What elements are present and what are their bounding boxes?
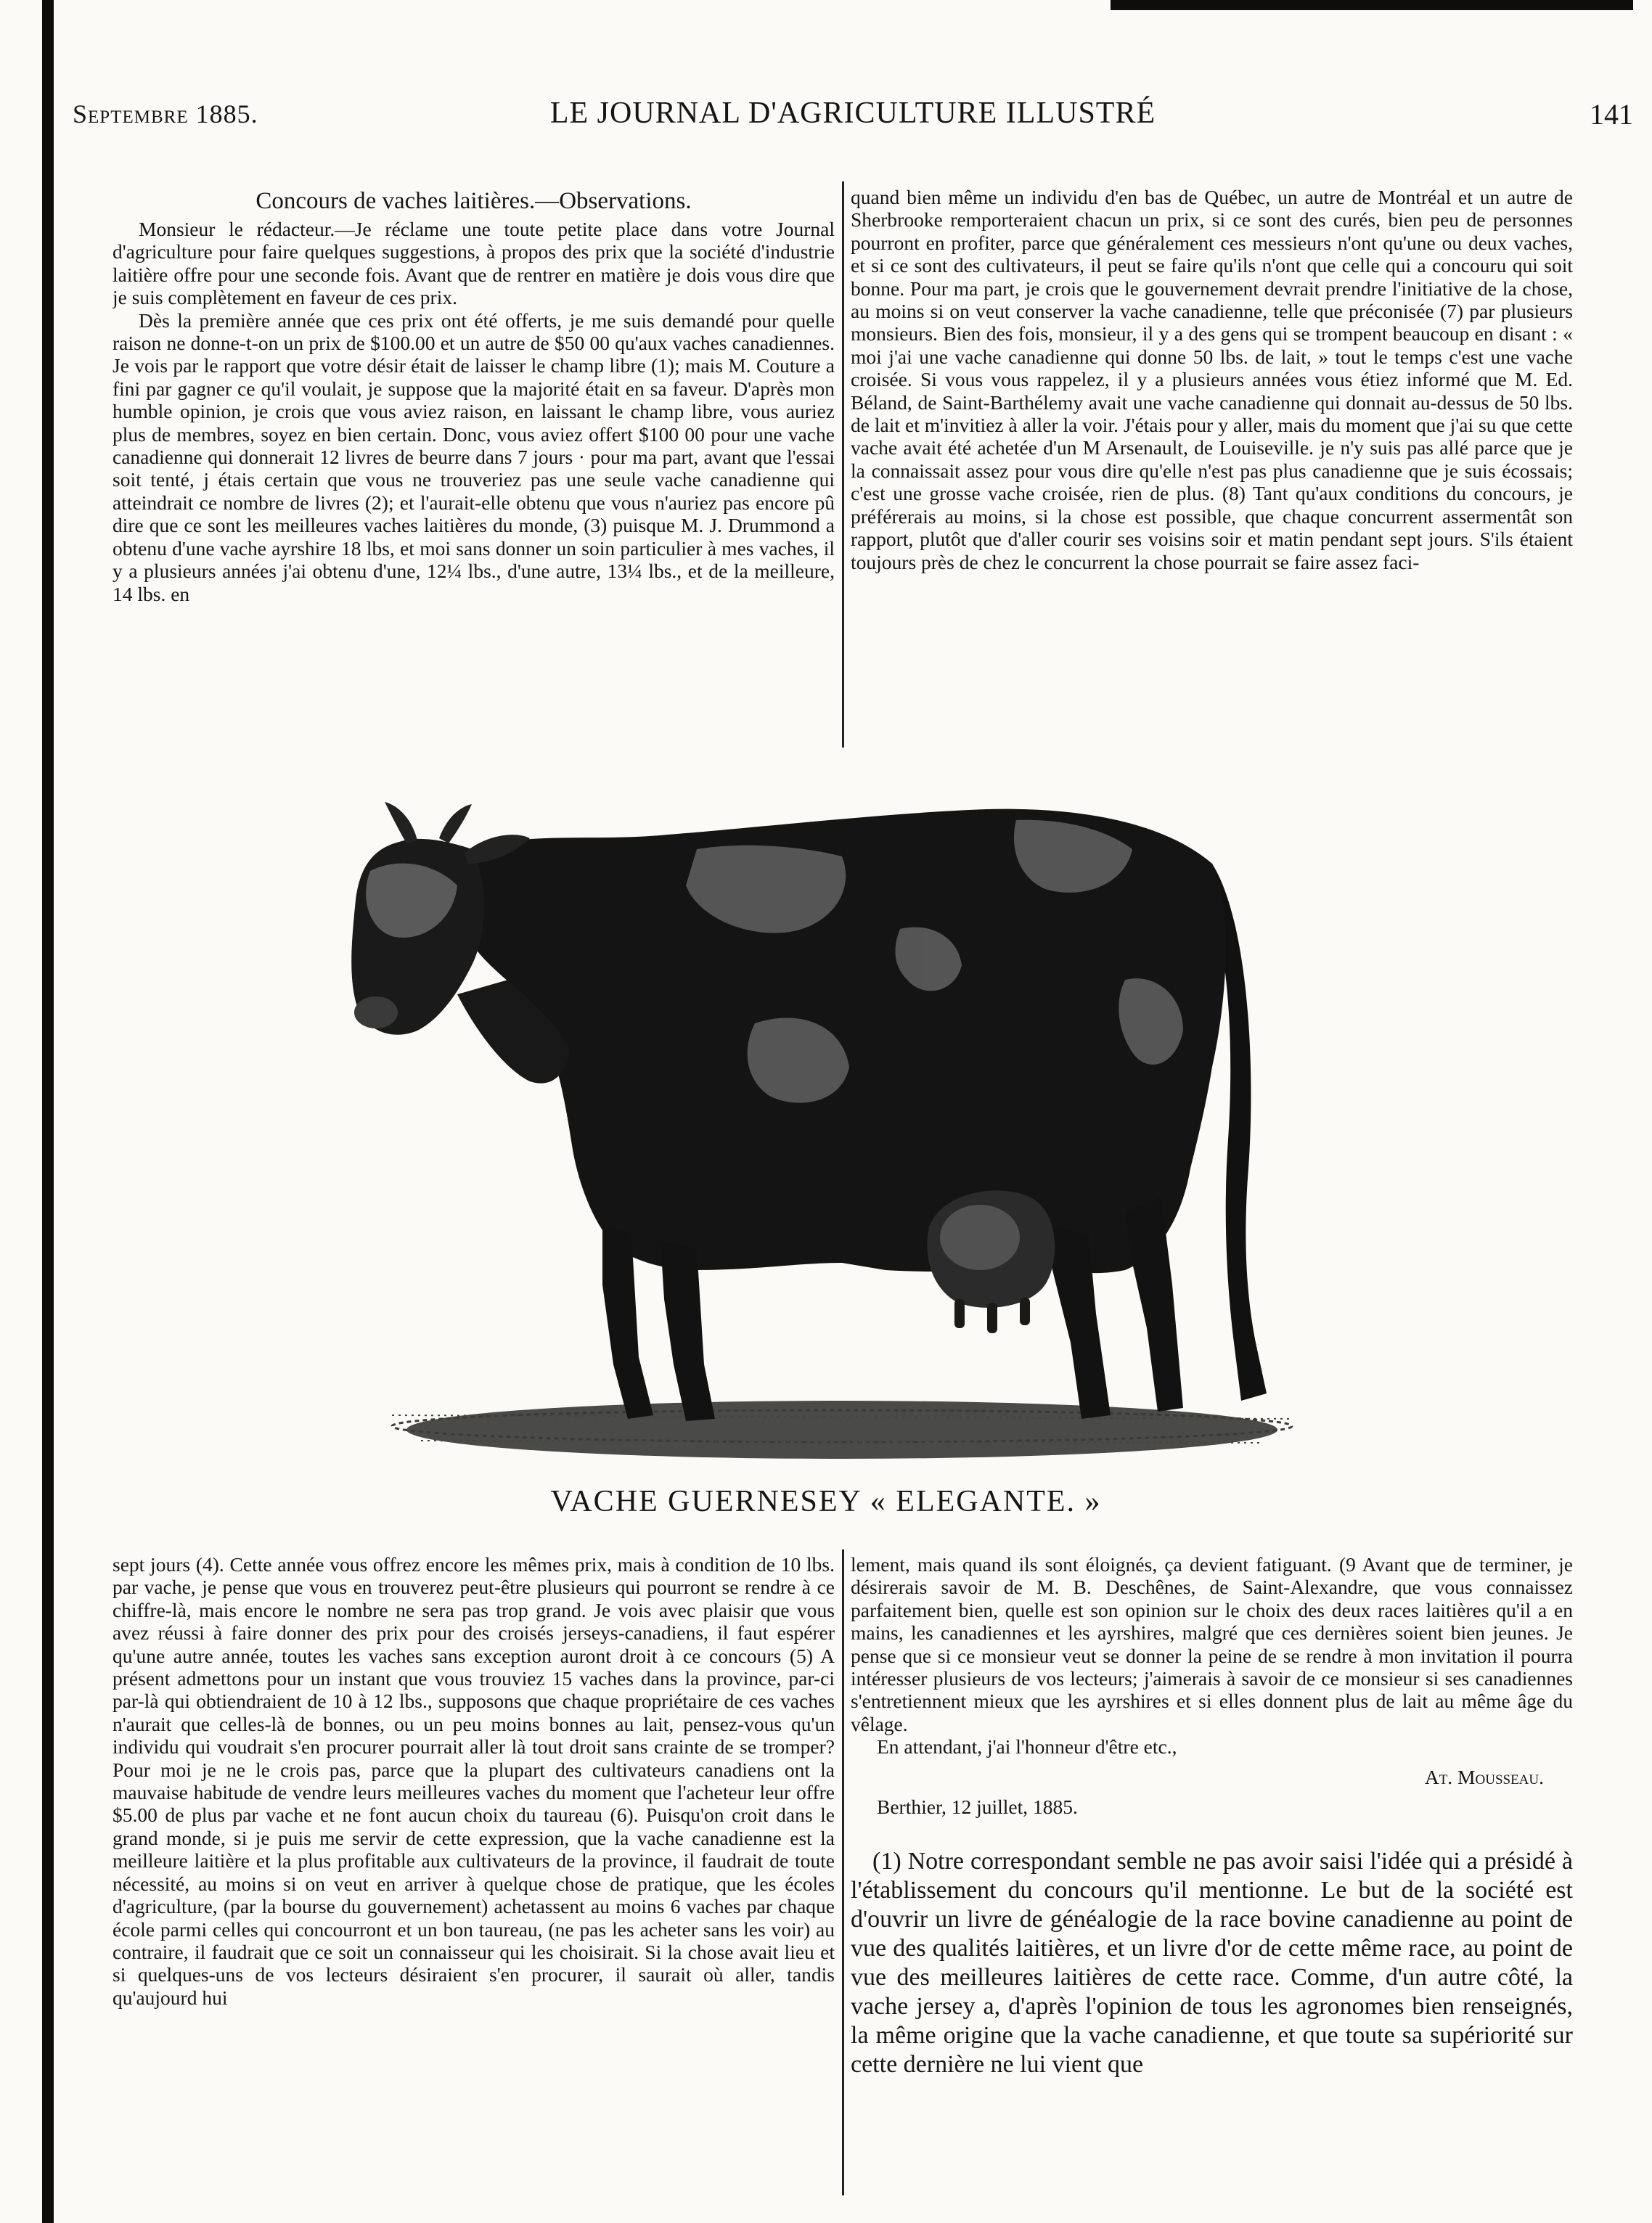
cow-illustration [290, 762, 1379, 1481]
page-edge-rule [42, 0, 54, 2223]
paragraph: quand bien même un individu d'en bas de Québec, un autre de Montréal et un autre de Sherbrooke remporteraient chacun un prix, si ce sont des curés, bien peu de personnes pourront en profiter, parce que généralement ces messieurs n'ont qu'une ou deux vaches, et si ce sont des cultivateurs, il peut se faire qu'ils n'ont que celle qui a concouru qui soit bonne. Pour ma part, je crois que le gouvernement devrait prendre l'initiative de la chose, au moins si on veut conserver la vache canadienne, telle que préconisée (7) par plusieurs monsieurs. Bien des fois, monsieur, il y a des gens qui se trompent beaucoup en disant : « moi j'ai une vache canadienne qui donne 50 lbs. de lait, » tout le temps c'est une vache croisée. Si vous vous rappelez, il y a plusieurs années vous étiez informé que M. Ed. Béland, de Saint-Barthélemy avait une vache canadienne qui donnait au-dessus de 50 lbs. de lait et m'invitiez à aller la voir. J'étais pour y aller, mais du moment que j'ai su que cette vache avait été achetée d'un M Arsenault, de Louiseville. je n'y suis pas allé parce que je la connaissait assez pour vous dire qu'elle n'est pas plus canadienne que je suis écossais; c'est une grosse vache croisée, rien de plus. (8) Tant qu'aux conditions du concours, je préférerais au moins, si la chose est possible, que chaque concurrent assermentât son rapport, plutôt que d'aller courir ses voisins soir et matin pendant sept jours. S'ils étaient toujours près de chez le concurrent la chose pourrait se faire assez faci- [851, 186, 1573, 573]
running-header [73, 93, 1633, 136]
journal-title: LE JOURNAL D'AGRICULTURE ILLUSTRÉ [549, 97, 1156, 130]
cow-engraving [290, 762, 1379, 1481]
author-signature: At. Mousseau. [1424, 1765, 1544, 1788]
footnote-text: Notre correspondant semble ne pas avoir saisi l'idée qui a présidé à l'établissement du concours qu'il mentionne. Le but de la société est d'ouvrir un livre de généalogie de la race bovine canadienne au point de vue des qualités laitières, et un livre d'or de cette même race, au point de vue des meilleures laitières de cette race. Comme, d'un autre côté, la vache jersey a, d'après l'opinion de tous les agronomes bien renseignés, la même origine que la vache canadienne, et que toute sa supériorité sur cette dernière ne lui vient que [851, 1848, 1573, 2079]
paragraph: Monsieur le rédacteur.—Je réclame une toute petite place dans votre Journal d'agriculture pour faire quelques suggestions, à propos des prix que la société d'industrie laitière offre pour une seconde fois. Avant que de rentrer en matière je dois vous dire que je suis complètement en faveur de ces prix. [113, 218, 835, 309]
page-number: 141 [1590, 98, 1633, 131]
paragraph: lement, mais quand ils sont éloignés, ça devient fatiguant. (9 Avant que de terminer, je désirerais savoir de M. B. Deschênes, de Saint-Alexandre, que vous connaissez parfaitement bien, quelle est son opinion sur le choix des deux races laitières qu'il a en mains, les canadiennes et les ayrshires, malgré que ces dernières soient bien jeunes. Je pense que si ce monsieur veut se donner la peine de se rendre à mon invitation il pourra intéresser plusieurs de vos lecteurs; j'aimerais à savoir de ce monsieur si ses canadiennes s'entretiennent mieux que les ayrshires et si elles donnent plus de lait au même âge du vêlage. [851, 1553, 1573, 1735]
article-column-right-top [851, 186, 1573, 745]
paragraph: sept jours (4). Cette année vous offrez encore les mêmes prix, mais à condition de 10 lbs. par vache, je pense que vous en trouverez peut-être plusieurs qui pourront se rendre à ce chiffre-là, mais encore le nombre ne sera pas trop grand. Je vois avec plaisir que vous avez réussi à faire donner des prix pour des croisés jerseys-canadiens, il faut espérer qu'une autre année, toutes les vaches sans exception auront droit à ce concours (5) A présent admettons pour un instant que vous trouviez 15 vaches dans la province, par-ci par-là qui obtiendraient de 10 à 12 lbs., supposons que chaque propriétaire de ces vaches n'aurait que celles-là de bonnes, ou un peu moins bonnes au lait, pensez-vous qu'un individu qui voudrait s'en procurer pourrait aller là tout droit sans crainte de se tromper? Pour moi je ne le crois pas, parce que la plupart des cultivateurs canadiens ont la mauvaise habitude de vendre leurs meilleures vaches du moment que l'acheteur leur offre $5.00 de plus par vache et ne font aucun choix du taureau (6). Puisqu'on croit dans le grand monde, si je puis me servir de cette expression, que la vache canadienne est la meilleure laitière et la plus profitable aux cultivateurs de la province, il faudrait de toute nécessité, au moins si on veut en arriver à quelque chose de pratique, que les écoles d'agriculture, (par la bourse du gouvernement) achetassent au moins 6 vaches par chaque école parmi celles qui concourront et un bon taureau, (ne pas les acheter sans les voir) au contraire, il faudrait que ce soit un connaisseur qui les choisirait. Si la chose avait lieu et si quelques-uns de vos lecteurs désiraient s'en procurer, il saurait où aller, tandis qu'aujourd hui [113, 1553, 835, 2009]
cow-horn [385, 802, 417, 843]
article-column-left-bottom [113, 1553, 835, 2199]
article-column-left-top [113, 186, 835, 745]
letter-dateline: Berthier, 12 juillet, 1885. [877, 1796, 1078, 1819]
column-divider-bottom [842, 1549, 844, 2195]
article-title: Concours de vaches laitières.—Observations. [255, 188, 692, 214]
article-column-right-bottom [851, 1553, 1573, 2185]
editor-footnote [851, 1847, 1573, 2079]
paragraph: Dès la première année que ces prix ont été offerts, je me suis demandé pour quelle raison ne donne-t-on un prix de $100.00 et un autre de $50 00 qu'aux vaches canadiennes. Je vois par le rapport que votre désir était de laisser le champ libre (1); mais M. Couture a fini par gagner ce qu'il voulait, je suppose que la majorité était en sa faveur. D'après mon humble opinion, je crois que vous aviez raison, en laissant le champ libre, vous auriez plus de membres, soyez en bien certain. Donc, vous aviez offert $100 00 pour une vache canadienne qui donnerait 12 livres de beurre dans 7 jours · pour ma part, avant que l'essai soit tenté, j étais certain que vous ne trouveriez pas une seule vache canadienne qui atteindrait ce nombre de livres (2); et l'aurait-elle obtenu que vous n'auriez pas encore pû dire que ce sont les meilleures vaches laitières du monde, (3) puisque M. J. Drummond a obtenu d'une vache ayrshire 18 lbs, et moi sans donner un soin particulier à mes vaches, il y a plusieurs années j'ai obtenu d'une, 12¼ lbs., d'une autre, 13¼ lbs., et de la meilleure, 14 lbs. en [113, 308, 835, 605]
ground-shadow [392, 1401, 1292, 1459]
column-divider-top [842, 181, 844, 748]
issue-date: Septembre 1885. [73, 99, 258, 128]
top-edge-rule [1111, 0, 1633, 10]
closing-formula: En attendant, j'ai l'honneur d'être etc., [877, 1735, 1177, 1759]
footnote-marker: (1) [872, 1848, 901, 1875]
figure-caption: VACHE GUERNESEY « ELEGANTE. » [550, 1485, 1102, 1518]
